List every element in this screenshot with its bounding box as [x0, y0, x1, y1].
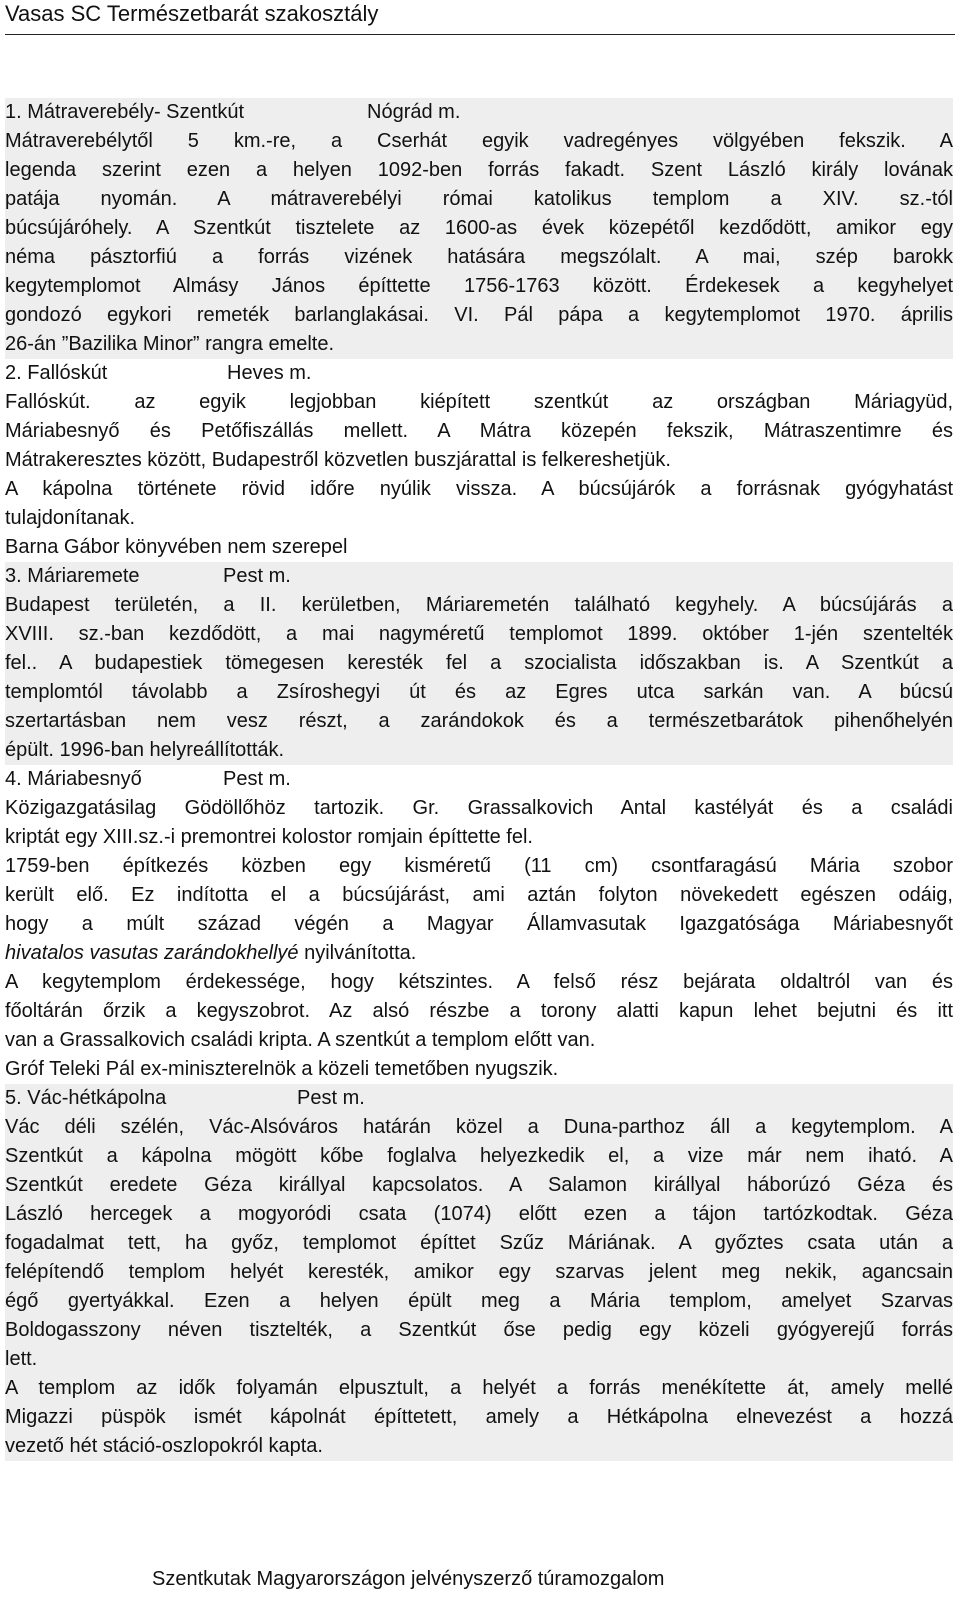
paragraph-line: László hercegek a mogyoródi csata (1074) előtt ezen a tájon tartózkodtak. Géza	[5, 1203, 953, 1225]
section-3	[5, 562, 953, 765]
paragraph-line: tulajdonítanak.	[5, 507, 136, 529]
paragraph-line: hogy a múlt század végén a Magyar Államvasutak Igazgatósága Máriabesnyőt	[5, 913, 953, 935]
paragraph-line: Szentkút a kápolna mögött kőbe foglalva helyezkedik el, a vize már nem iható. A	[5, 1145, 953, 1167]
county: Heves m.	[227, 362, 312, 384]
site-name: 5. Vác-hétkápolna	[5, 1087, 167, 1109]
paragraph-line: van a Grassalkovich családi kripta. A szentkút a templom előtt van.	[5, 1029, 596, 1051]
paragraph-line: Mátraverebélytől 5 km.-re, a Cserhát egyik vadregényes völgyében fekszik. A	[5, 130, 953, 152]
paragraph-line: került elő. Ez indította el a búcsújárást, ami aztán folyton növekedett egészen odáig,	[5, 884, 953, 906]
paragraph-line: Migazzi püspök ismét kápolnát építtetett, amely a Hétkápolna elnevezést a hozzá	[5, 1406, 953, 1428]
paragraph-line: gondozó egykori remeték barlanglakásai. VI. Pál pápa a kegytemplomot 1970. április	[5, 304, 953, 326]
paragraph-line: legenda szerint ezen a helyen 1092-ben forrás fakadt. Szent László király lovának	[5, 159, 953, 181]
section-1	[5, 98, 953, 359]
page-footer: Szentkutak Magyarországon jelvényszerző túramozgalom	[152, 1568, 665, 1590]
paragraph-line: Gróf Teleki Pál ex-miniszterelnök a közeli temetőben nyugszik.	[5, 1058, 559, 1080]
site-name: 1. Mátraverebély- Szentkút	[5, 101, 244, 123]
section-heading	[5, 359, 953, 388]
paragraph-line: Fallóskút. az egyik legjobban kiépített szentkút az országban Máriagyüd,	[5, 391, 953, 413]
paragraph-line: Máriabesnyő és Petőfiszállás mellett. A Mátra közepén fekszik, Mátraszentimre és	[5, 420, 953, 442]
section-heading	[5, 1084, 953, 1113]
site-name: 3. Máriaremete	[5, 565, 140, 587]
paragraph-line: 1759-ben építkezés közben egy kisméretű (11 cm) csontfaragású Mária szobor	[5, 855, 953, 877]
paragraph-line: felépítendő templom helyét keresték, amikor egy szarvas jelent meg nekik, agancsain	[5, 1261, 953, 1283]
document-body	[5, 98, 953, 1461]
paragraph-line: szertartásban nem vesz részt, a zarándokok és a természetbarátok pihenőhelyén	[5, 710, 953, 732]
section-2	[5, 359, 953, 562]
paragraph-line: kegytemplomot Almásy János építtette 1756-1763 között. Érdekesek a kegyhelyet	[5, 275, 953, 297]
paragraph-line: A kegytemplom érdekessége, hogy kétszintes. A felső rész bejárata oldaltról van és	[5, 971, 953, 993]
section-heading	[5, 562, 953, 591]
paragraph-line: Közigazgatásilag Gödöllőhöz tartozik. Gr. Grassalkovich Antal kastélyát és a családi	[5, 797, 953, 819]
paragraph-line: fel.. A budapestiek tömegesen keresték fel a szocialista időszakban is. A Szentkút a	[5, 652, 953, 674]
section-5	[5, 1084, 953, 1461]
paragraph-line: Barna Gábor könyvében nem szerepel	[5, 536, 348, 558]
paragraph-line: vezető hét stáció-oszlopokról kapta.	[5, 1435, 323, 1457]
site-name: 4. Máriabesnyő	[5, 768, 142, 790]
paragraph-line: főoltárán őrzik a kegyszobrot. Az alsó részbe a torony alatti kapun lehet bejutni és itt	[5, 1000, 953, 1022]
site-name: 2. Fallóskút	[5, 362, 108, 384]
paragraph-line: A templom az idők folyamán elpusztult, a helyét a forrás menékítette át, amely mellé	[5, 1377, 953, 1399]
page-header	[5, 0, 955, 35]
paragraph-line: lett.	[5, 1348, 38, 1370]
paragraph-line: fogadalmat tett, ha győz, templomot építtet Szűz Máriának. A győztes csata után a	[5, 1232, 953, 1254]
paragraph-line: égő gyertyákkal. Ezen a helyen épült meg a Mária templom, amelyet Szarvas	[5, 1290, 953, 1312]
paragraph-line: 26-án ”Bazilika Minor” rangra emelte.	[5, 333, 335, 355]
county: Pest m.	[297, 1087, 365, 1109]
paragraph-line: A kápolna története rövid időre nyúlik vissza. A búcsújárók a forrásnak gyógyhatást	[5, 478, 953, 500]
paragraph-line: néma pásztorfiú a forrás vizének hatására megszólalt. A mai, szép barokk	[5, 246, 953, 268]
paragraph-line: Boldogasszony néven tisztelték, a Szentkút őse pedig egy közeli gyógyerejű forrás	[5, 1319, 953, 1341]
paragraph-line: XVIII. sz.-ban kezdődött, a mai nagyméretű templomot 1899. október 1-jén szentelték	[5, 623, 953, 645]
section-heading	[5, 765, 953, 794]
paragraph-line: patája nyomán. A mátraverebélyi római katolikus templom a XIV. sz.-tól	[5, 188, 953, 210]
paragraph-line: Szentkút eredete Géza királlyal kapcsolatos. A Salamon királlyal háborúzó Géza és	[5, 1174, 953, 1196]
paragraph-line: Budapest területén, a II. kerületben, Máriaremetén található kegyhely. A búcsújárás a	[5, 594, 953, 616]
county: Nógrád m.	[367, 101, 461, 123]
paragraph-line: hivatalos vasutas zarándokhellyé nyilvánította.	[5, 942, 417, 964]
paragraph-line: épült. 1996-ban helyreállították.	[5, 739, 285, 761]
paragraph-line: Vác déli szélén, Vác-Alsóváros határán közel a Duna-parthoz áll a kegytemplom. A	[5, 1116, 953, 1138]
paragraph-line: kriptát egy XIII.sz.-i premontrei kolostor romjain építtette fel.	[5, 826, 533, 848]
header-title: Vasas SC Természetbarát szakosztály	[5, 1, 379, 26]
section-4	[5, 765, 953, 1084]
county: Pest m.	[223, 768, 291, 790]
italic-phrase: hivatalos vasutas zarándokhellyé	[5, 942, 299, 964]
county: Pest m.	[223, 565, 291, 587]
section-heading	[5, 98, 953, 127]
paragraph-line: Mátrakeresztes között, Budapestről közvetlen buszjárattal is felkereshetjük.	[5, 449, 671, 471]
paragraph-line: búcsújáróhely. A Szentkút tisztelete az 1600-as évek közepétől kezdődött, amikor egy	[5, 217, 953, 239]
paragraph-line: templomtól távolabb a Zsíroshegyi út és az Egres utca sarkán van. A búcsú	[5, 681, 953, 703]
